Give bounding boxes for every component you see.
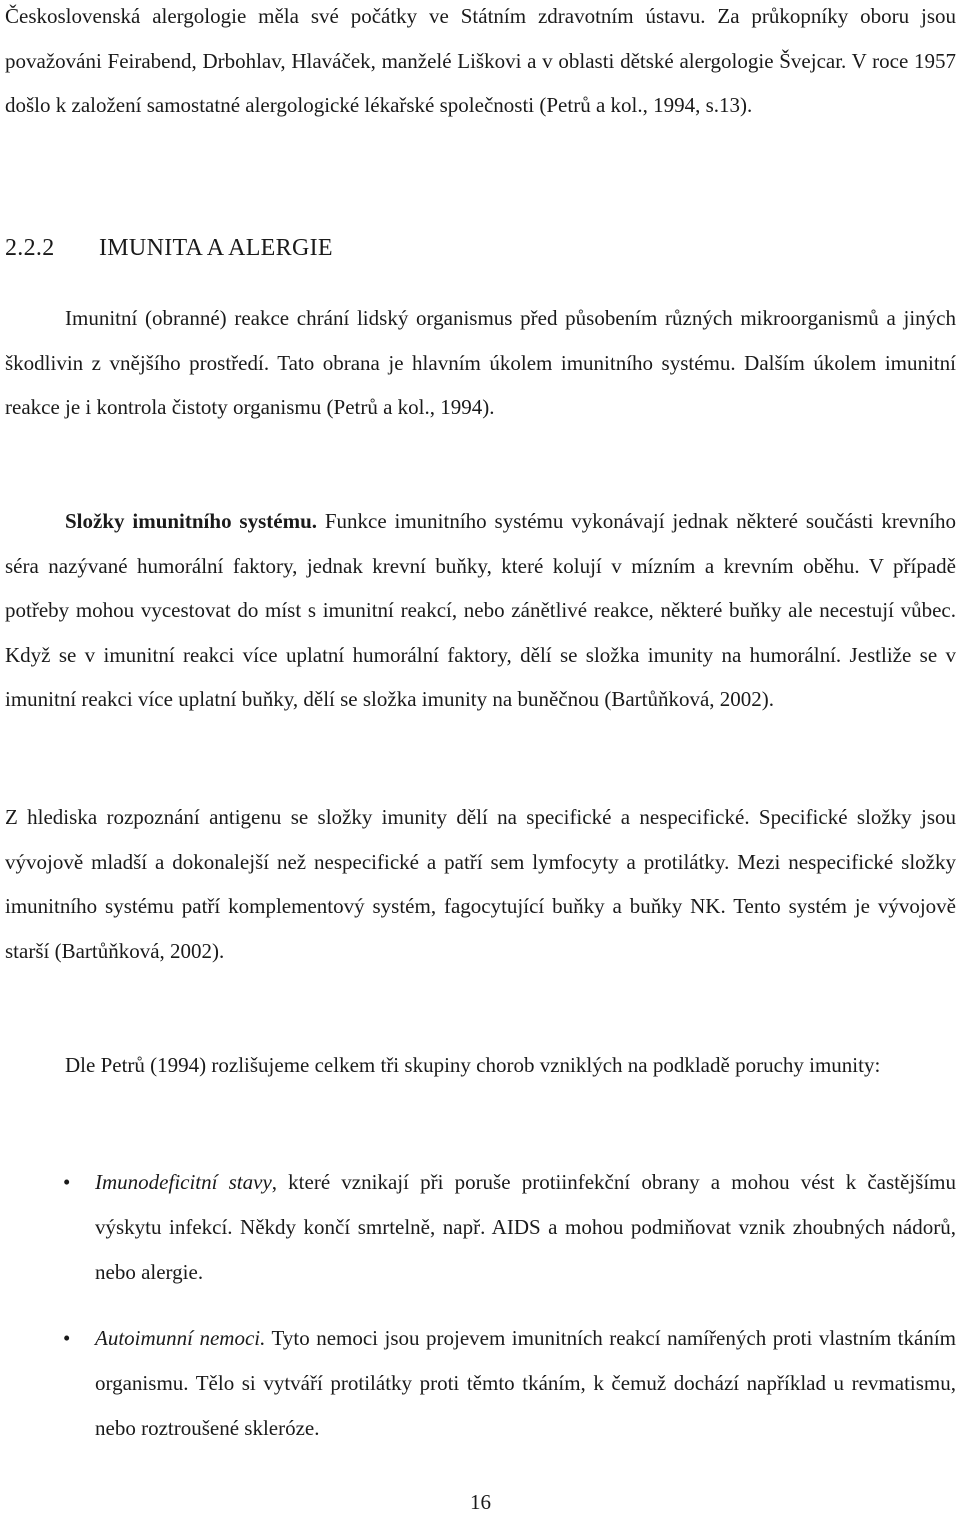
- bullet-icon: •: [63, 1170, 71, 1194]
- bullet-icon: •: [63, 1326, 71, 1350]
- list-item-term: Autoimunní nemoci.: [95, 1326, 266, 1350]
- groups-paragraph: Dle Petrů (1994) rozlišujeme celkem tři skupiny chorob vzniklých na podkladě poruchy imunity:: [65, 1053, 881, 1077]
- list-item-text: , které vznikají při poruše protiinfekční obrany a mohou vést k častějšímu výskytu infekcí. Někdy končí smrtelně, např. AIDS a mohou podmiňovat vznik zhoubných nádorů, nebo alergie.: [95, 1170, 956, 1284]
- document-page: [5, 0, 956, 1515]
- page-number: 16: [470, 1490, 491, 1514]
- list-item: [5, 1160, 956, 1295]
- section-heading: [5, 226, 333, 270]
- immunity-paragraph: Imunitní (obranné) reakce chrání lidský organismus před působením různých mikroorganismů a jiných škodlivin z vnějšího prostředí. Tato obrana je hlavním úkolem imunitního systému. Dalším úkolem imunitní reakce je i kontrola čistoty organismu (Petrů a kol., 1994).: [5, 306, 956, 419]
- list-item-text: Tyto nemoci jsou projevem imunitních reakcí namířených proti vlastním tkáním organismu. Tělo si vytváří protilátky proti těmto tkáním, k čemuž dochází například u revmatismu, nebo roztroušené skleróze.: [95, 1326, 956, 1440]
- specific-paragraph: Z hlediska rozpoznání antigenu se složky imunity dělí na specifické a nespecifické. Specifické složky jsou vývojově mladší a dokonalejší než nespecifické a patří sem lymfocyty a protilátky. Mezi nespecifické složky imunitního systému patří komplementový systém, fagocytující buňky a buňky NK. Tento systém je vývojově starší (Bartůňková, 2002).: [5, 805, 956, 963]
- components-paragraph: [5, 499, 956, 722]
- section-title: IMUNITA A ALERGIE: [99, 235, 333, 261]
- list-item: [5, 1316, 956, 1451]
- components-lead: Složky imunitního systému.: [65, 509, 317, 533]
- disease-list-immunodeficiency: [5, 1160, 956, 1295]
- components-text: Funkce imunitního systému vykonávají jednak některé součásti krevního séra nazývané humorální faktory, jednak krevní buňky, které kolují v mízním a krevním oběhu. V případě potřeby mohou vycestovat do míst s imunitní reakcí, nebo zánětlivé reakce, některé buňky ale necestují vůbec. Když se v imunitní reakci více uplatní humorální faktory, dělí se složka imunity na humorální. Jestliže se v imunitní reakci více uplatní buňky, dělí se složka imunity na buněčnou (Bartůňková, 2002).: [5, 509, 956, 711]
- disease-list-autoimmune: [5, 1316, 956, 1451]
- list-item-term: Imunodeficitní stavy: [95, 1170, 272, 1194]
- section-number: 2.2.2: [5, 235, 55, 261]
- history-paragraph: Československá alergologie měla své počátky ve Státním zdravotním ústavu. Za průkopníky oboru jsou považováni Feirabend, Drbohlav, Hlaváček, manželé Liškovi a v oblasti dětské alergologie Švejcar. V roce 1957 došlo k založení samostatné alergologické lékařské společnosti (Petrů a kol., 1994, s.13).: [5, 4, 956, 117]
